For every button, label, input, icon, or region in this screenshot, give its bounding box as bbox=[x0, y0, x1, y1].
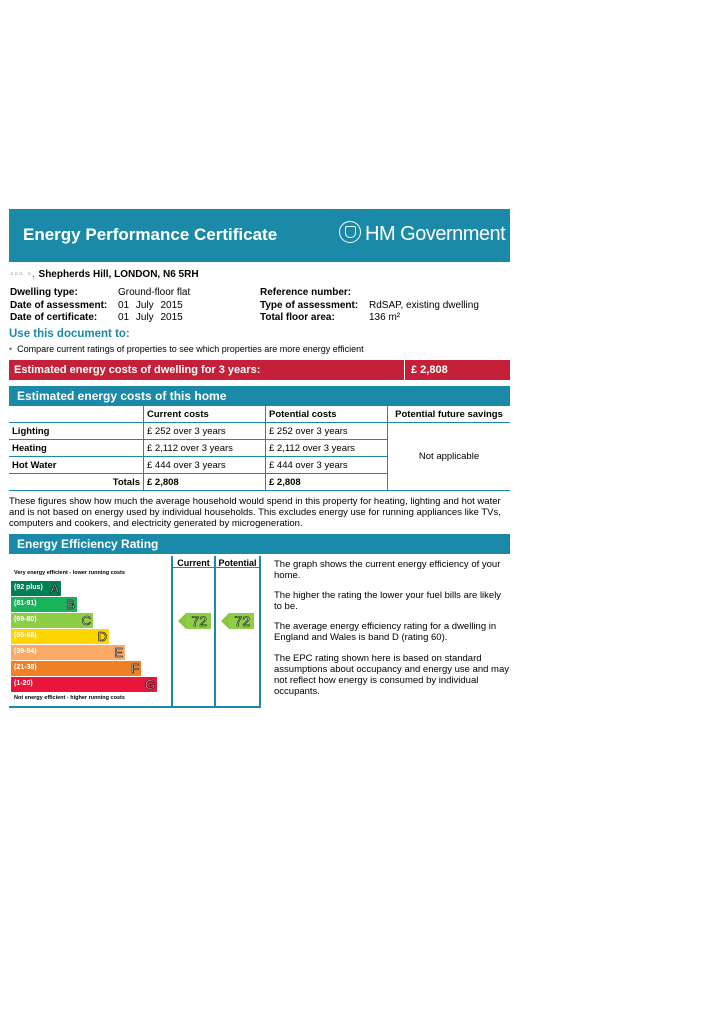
rating-section-heading bbox=[9, 534, 510, 554]
royal-crest-icon bbox=[339, 221, 361, 243]
property-address: ▫▫▫ ▫, Shepherds Hill, LONDON, N6 5RH bbox=[10, 269, 199, 280]
government-name: HM Government bbox=[365, 223, 506, 245]
band-letter: F bbox=[131, 661, 139, 676]
rating-text-4: The EPC rating shown here is based on standard assumptions about occupancy and energy use and may not reflect how energy is consumed by individual occupants. bbox=[274, 653, 510, 697]
dwelling-type-value: Ground-floor flat bbox=[118, 287, 191, 298]
band-letter: C bbox=[81, 613, 91, 628]
chart-divider-mid bbox=[214, 556, 216, 706]
row-potential: £ 444 over 3 years bbox=[266, 457, 388, 474]
col-current-rating: Current bbox=[177, 558, 210, 568]
costs-header-row bbox=[9, 406, 510, 423]
band-letter: G bbox=[144, 677, 155, 692]
government-logo bbox=[339, 221, 505, 246]
certificate-date-value: 01 July 2015 bbox=[118, 312, 183, 323]
floor-area-value: 136 m² bbox=[369, 312, 401, 323]
band-range: (21-38) bbox=[14, 664, 37, 671]
dwelling-type-label: Dwelling type: bbox=[10, 287, 78, 298]
rating-text-3: The average energy efficiency rating for a dwelling in England and Wales is band D (rating 60). bbox=[274, 621, 497, 643]
costs-note: These figures show how much the average household would spend in this property for heating, lighting and hot water and is not based on energy used by individual households. This excludes energy use for running appliances like TVs, computers and cookers, and electricity generated by microgeneration. bbox=[9, 496, 501, 529]
top-caption: Very energy efficient - lower running costs bbox=[14, 570, 125, 576]
header-blank bbox=[9, 406, 144, 423]
potential-rating-arrow bbox=[229, 613, 254, 629]
assessment-type-label: Type of assessment: bbox=[260, 300, 359, 311]
savings-value: Not applicable bbox=[388, 423, 511, 491]
band-letter: E bbox=[114, 645, 123, 660]
band-letter: D bbox=[97, 629, 107, 644]
rating-heading-text: Energy Efficiency Rating bbox=[17, 537, 159, 551]
totals-potential: £ 2,808 bbox=[266, 474, 388, 491]
costs-heading-text: Estimated energy costs of this home bbox=[17, 389, 227, 403]
row-label: Hot Water bbox=[12, 459, 57, 471]
reference-label: Reference number: bbox=[260, 287, 352, 298]
rating-band-g bbox=[11, 677, 157, 692]
assessment-date-label: Date of assessment: bbox=[10, 300, 108, 311]
band-range: (92 plus) bbox=[14, 584, 43, 591]
total-cost-banner bbox=[9, 360, 510, 380]
rating-band-e bbox=[11, 645, 125, 660]
band-letter: A bbox=[50, 581, 59, 596]
costs-section-heading bbox=[9, 386, 510, 406]
rating-band-a bbox=[11, 581, 61, 596]
row-current: £ 2,112 over 3 years bbox=[144, 440, 266, 457]
col-potential: Potential costs bbox=[266, 406, 388, 423]
band-range: (81-91) bbox=[14, 600, 37, 607]
total-cost-value: £ 2,808 bbox=[411, 364, 448, 376]
band-letter: B bbox=[66, 597, 75, 612]
row-potential: £ 2,112 over 3 years bbox=[266, 440, 388, 457]
bottom-caption: Not energy efficient - higher running costs bbox=[14, 695, 125, 701]
band-range: (69-80) bbox=[14, 616, 37, 623]
col-potential-rating: Potential bbox=[218, 558, 257, 568]
band-range: (39-54) bbox=[14, 648, 37, 655]
assessment-type-value: RdSAP, existing dwelling bbox=[369, 300, 479, 311]
current-rating-value: 72 bbox=[191, 613, 207, 629]
current-rating-arrow bbox=[186, 613, 211, 629]
use-document-heading: Use this document to: bbox=[9, 328, 130, 340]
rating-band-d bbox=[11, 629, 109, 644]
rating-text-1: The graph shows the current energy efficiency of your home. bbox=[274, 559, 501, 581]
col-savings: Potential future savings bbox=[388, 406, 511, 423]
costs-table bbox=[9, 406, 510, 491]
bullet-text: Compare current ratings of properties to see which properties are more energy efficient bbox=[17, 344, 364, 354]
assessment-date-value: 01 July 2015 bbox=[118, 300, 183, 311]
rating-band-c bbox=[11, 613, 93, 628]
chart-divider-left bbox=[171, 556, 173, 706]
address-text: Shepherds Hill, LONDON, N6 5RH bbox=[38, 269, 199, 280]
table-row bbox=[9, 423, 510, 440]
row-current: £ 444 over 3 years bbox=[144, 457, 266, 474]
floor-area-label: Total floor area: bbox=[260, 312, 335, 323]
row-label: Lighting bbox=[12, 425, 50, 437]
row-potential: £ 252 over 3 years bbox=[266, 423, 388, 440]
row-current: £ 252 over 3 years bbox=[144, 423, 266, 440]
use-document-bullet bbox=[9, 344, 364, 354]
rating-band-b bbox=[11, 597, 77, 612]
band-range: (55-68) bbox=[14, 632, 37, 639]
epc-header bbox=[9, 209, 510, 262]
certificate-date-label: Date of certificate: bbox=[10, 312, 98, 323]
col-current: Current costs bbox=[144, 406, 266, 423]
total-cost-label: Estimated energy costs of dwelling for 3 years: bbox=[14, 364, 261, 376]
rating-text-2: The higher the rating the lower your fuel bills are likely to be. bbox=[274, 590, 502, 612]
banner-divider bbox=[404, 360, 405, 380]
bullet-icon: • bbox=[9, 344, 13, 354]
rating-band-f bbox=[11, 661, 141, 676]
totals-current: £ 2,808 bbox=[144, 474, 266, 491]
page-title: Energy Performance Certificate bbox=[23, 225, 278, 244]
row-label: Heating bbox=[12, 442, 47, 454]
rating-chart bbox=[9, 556, 261, 708]
totals-label: Totals bbox=[112, 476, 140, 488]
band-range: (1-20) bbox=[14, 680, 33, 687]
potential-rating-value: 72 bbox=[234, 613, 250, 629]
